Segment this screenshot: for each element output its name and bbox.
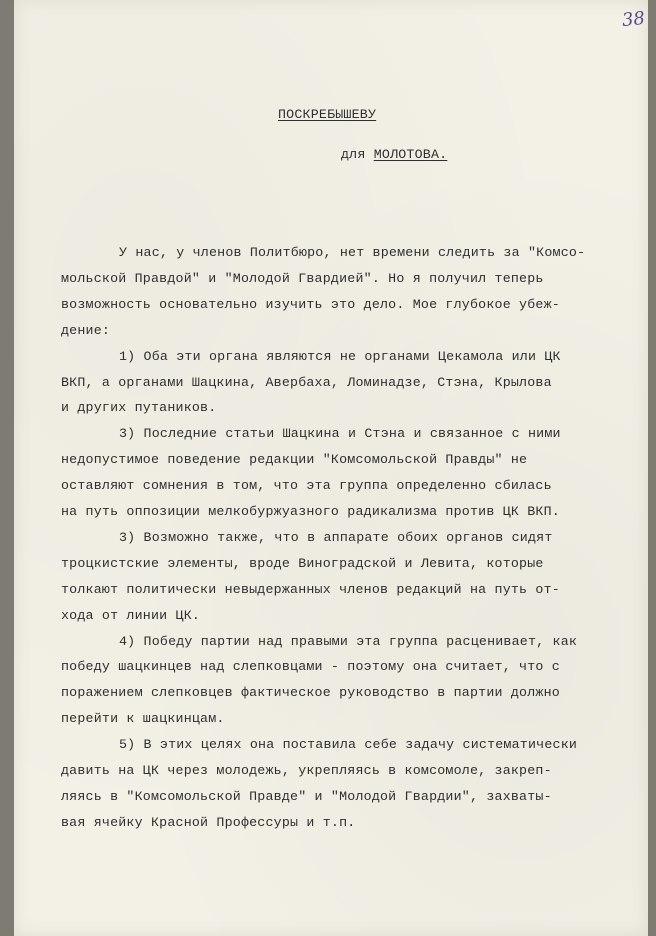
paragraph-1-line: дение: (61, 322, 111, 338)
paragraph-5-line: победу шацкинцев над слепковцами - поэтому она считает, что с (61, 659, 560, 675)
paragraph-6-line: вая ячейку Красной Профессуры и т.п. (61, 814, 356, 830)
paragraph-3-line: недопустимое поведение редакции "Комсомольской Правды" не (61, 452, 528, 468)
paragraph-6-line: давить на ЦК через молодежь, укрепляясь в комсомоле, закреп- (61, 763, 552, 778)
paragraph-2-line: и других путаников. (61, 400, 217, 416)
paragraph-1-line: возможность основательно изучить это дело. Мое глубокое убеж- (61, 296, 560, 312)
paragraph-3-line: оставляют сомнения в том, что эта группа определенно сбилась (61, 478, 552, 494)
for-line (341, 147, 447, 162)
paragraph-5-line: перейти к шацкинцам. (61, 711, 225, 727)
addressee-heading: ПОСКРЕБЫШЕВУ (278, 107, 377, 122)
paragraph-3-line: 3) Последние статьи Шацкина и Стэна и связанное с ними (119, 426, 561, 442)
paragraph-5-line: 4) Победу партии над правыми эта группа расценивает, как (119, 633, 578, 649)
paragraph-6-line: ляясь в "Комсомольской Правде" и "Молодой Гвардии", захваты- (61, 788, 552, 804)
paragraph-5-line: поражением слепковцев фактическое руководство в партии должно (61, 685, 560, 701)
for-name: МОЛОТОВА. (373, 147, 448, 162)
paragraph-4-line: хода от линии ЦК. (61, 607, 201, 623)
paragraph-2-line: ВКП, а органами Шацкина, Авербаха, Ломинадзе, Стэна, Крылова (61, 374, 552, 390)
paragraph-4-line: толкают политически невыдержанных членов редакций на путь от- (61, 581, 560, 597)
paragraph-4-line: троцкистские элементы, вроде Виноградской и Левита, которые (61, 555, 544, 571)
paragraph-6-line: 5) В этих целях она поставила себе задачу систематически (119, 737, 578, 753)
paragraph-1-line: У нас, у членов Политбюро, нет времени следить за "Комсо- (119, 245, 586, 260)
paragraph-4-line: 3) Возможно также, что в аппарате обоих органов сидят (119, 529, 553, 545)
paragraph-3-line: на путь оппозиции мелкобуржуазного радикализма против ЦК ВКП. (61, 504, 560, 519)
paragraph-1-line: мольской Правдой" и "Молодой Гвардией". Но я получил теперь (61, 270, 544, 286)
for-prefix: для (341, 147, 374, 162)
paragraph-2-line: 1) Оба эти органа являются не органами Цекамола или ЦК (119, 348, 561, 364)
page-number: 38 (620, 7, 646, 32)
